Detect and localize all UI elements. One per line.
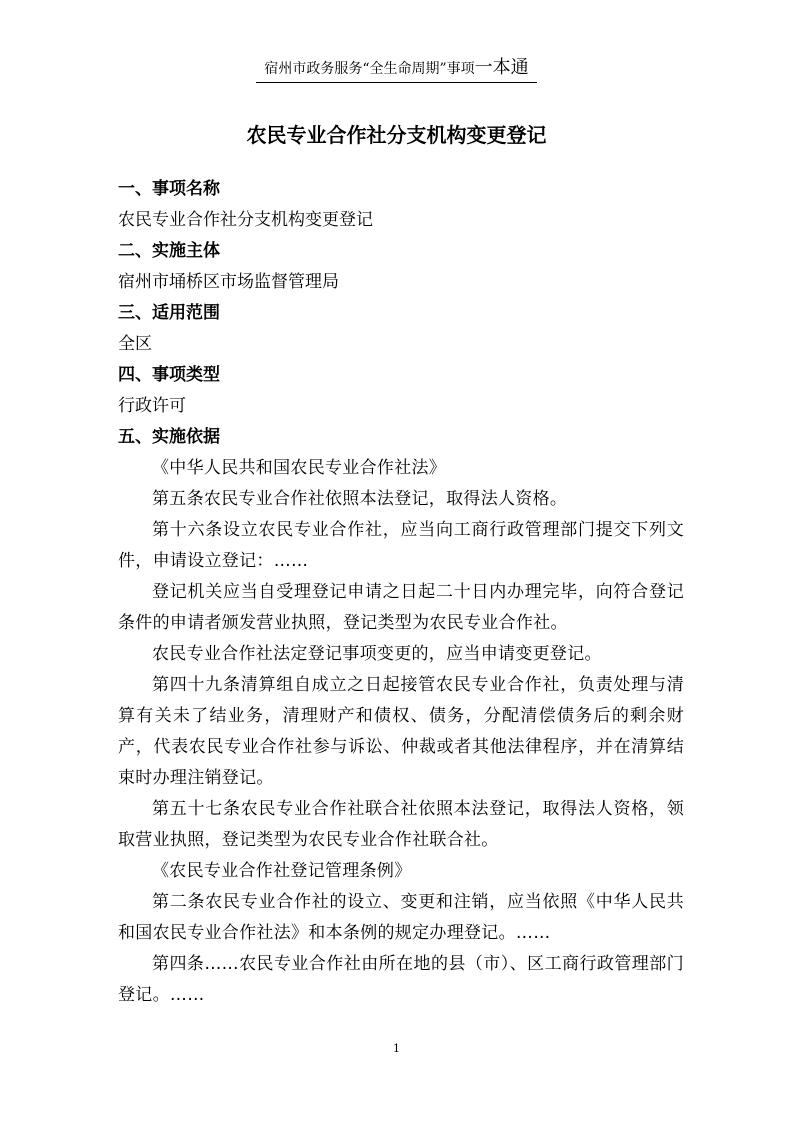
document-body xyxy=(118,174,684,1011)
section-heading-basis: 五、实施依据 xyxy=(118,427,220,447)
section-heading-subject: 二、实施主体 xyxy=(118,241,220,261)
basis-paragraph: 登记机关应当自受理登记申请之日起二十日内办理完毕，向符合登记条件的申请者颁发营业执照，登记类型为农民专业合作社。 xyxy=(118,582,684,633)
basis-paragraph: 第五条农民专业合作社依照本法登记，取得法人资格。 xyxy=(152,489,568,509)
header-text xyxy=(256,58,536,83)
basis-paragraph: 农民专业合作社法定登记事项变更的，应当申请变更登记。 xyxy=(152,644,602,664)
section-value-name: 农民专业合作社分支机构变更登记 xyxy=(118,210,373,230)
page-header xyxy=(0,58,793,83)
header-suffix: 一本通 xyxy=(474,57,529,78)
basis-paragraph: 《农民专业合作社登记管理条例》 xyxy=(152,861,412,881)
basis-paragraph: 《中华人民共和国农民专业合作社法》 xyxy=(152,458,447,478)
section-value-scope: 全区 xyxy=(118,334,152,354)
basis-paragraph: 第四十九条清算组自成立之日起接管农民专业合作社，负责处理与清算有关未了结业务，清理财产和债权、债务，分配清偿债务后的剩余财产，代表农民专业合作社参与诉讼、仲裁或者其他法律程序，并在清算结束时办理注销登记。 xyxy=(118,675,684,788)
basis-paragraph: 第四条……农民专业合作社由所在地的县（市）、区工商行政管理部门登记。…… xyxy=(118,954,684,1005)
section-heading-type: 四、事项类型 xyxy=(118,365,220,385)
section-heading-scope: 三、适用范围 xyxy=(118,303,220,323)
basis-paragraph: 第五十七条农民专业合作社联合社依照本法登记，取得法人资格，领取营业执照，登记类型为农民专业合作社联合社。 xyxy=(118,799,684,850)
section-value-type: 行政许可 xyxy=(118,396,186,416)
basis-paragraph: 第二条农民专业合作社的设立、变更和注销，应当依照《中华人民共和国农民专业合作社法》和本条例的规定办理登记。…… xyxy=(118,892,684,943)
document-title: 农民专业合作社分支机构变更登记 xyxy=(246,123,547,147)
basis-paragraph: 第十六条设立农民专业合作社，应当向工商行政管理部门提交下列文件，申请设立登记：…… xyxy=(118,520,684,571)
page-number: 1 xyxy=(393,1042,400,1055)
header-prefix: 宿州市政务服务“全生命周期”事项 xyxy=(264,61,475,77)
section-value-subject: 宿州市埇桥区市场监督管理局 xyxy=(118,272,339,292)
section-heading-name: 一、事项名称 xyxy=(118,179,220,199)
